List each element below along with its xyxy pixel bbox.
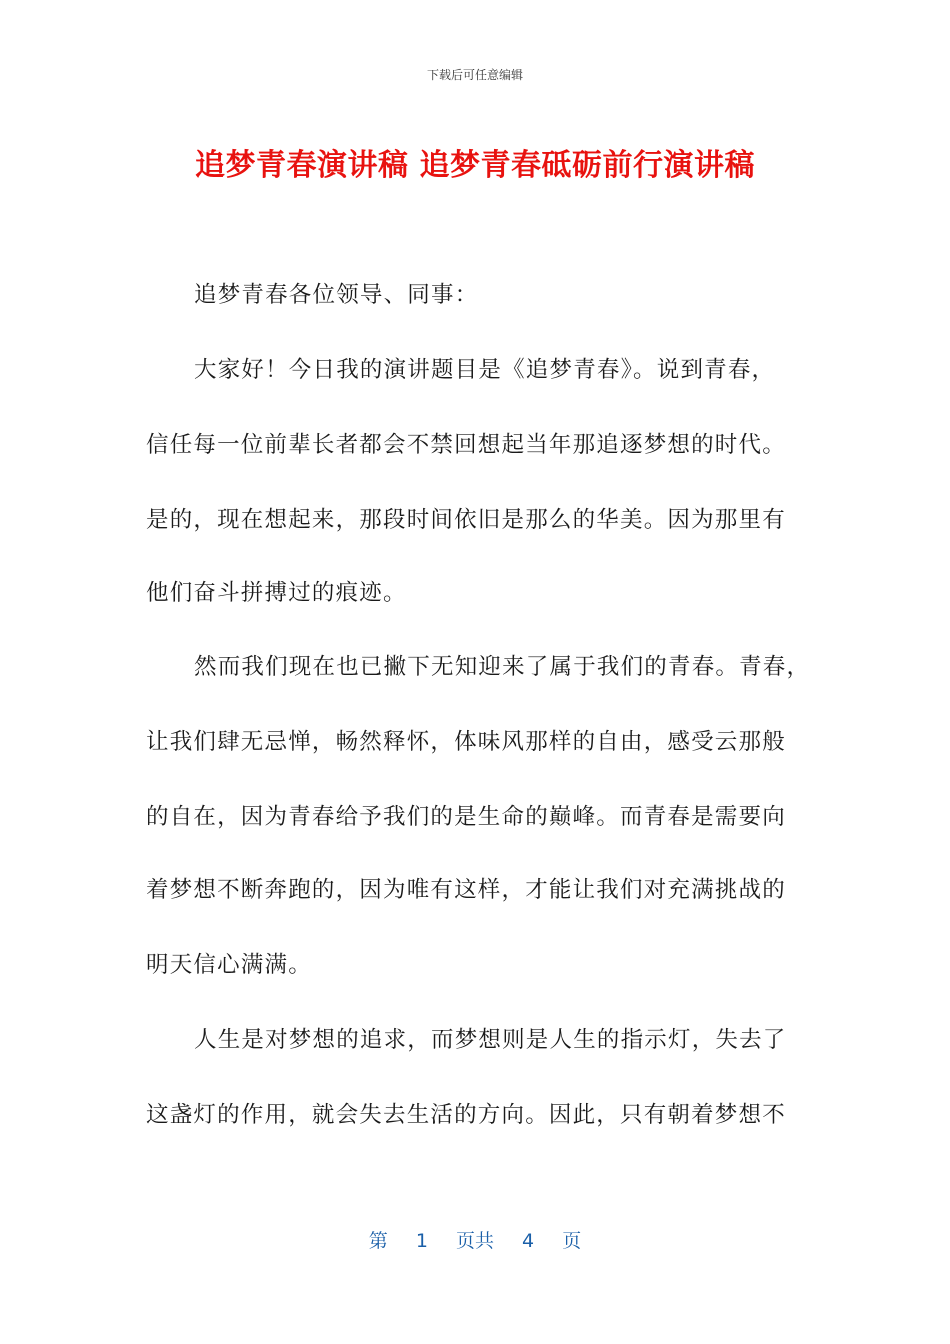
body-line: 他们奋斗拼搏过的痕迹。	[146, 580, 407, 606]
page-label-prefix: 第	[368, 1230, 388, 1252]
body-line: 着梦想不断奔跑的，因为唯有这样，才能让我们对充满挑战的	[146, 877, 786, 903]
page-number-footer	[0, 1226, 950, 1253]
body-line: 追梦青春各位领导、同事：	[194, 282, 479, 308]
body-line: 明天信心满满。	[146, 952, 312, 978]
page-header-note: 下载后可任意编辑	[426, 68, 523, 82]
current-page-number: 1	[415, 1230, 428, 1252]
document-title: 追梦青春演讲稿 追梦青春砥砺前行演讲稿	[195, 148, 755, 183]
body-line: 大家好！今日我的演讲题目是《追梦青春》。说到青春，	[194, 357, 776, 383]
body-line: 让我们肆无忌惮，畅然释怀，体味风那样的自由，感受云那般	[146, 729, 786, 755]
body-line: 的自在，因为青春给予我们的是生命的巅峰。而青春是需要向	[146, 804, 786, 830]
body-line: 是的，现在想起来，那段时间依旧是那么的华美。因为那里有	[146, 507, 786, 533]
total-pages-number: 4	[522, 1230, 535, 1252]
page-label-suffix: 页	[562, 1230, 582, 1252]
body-line: 人生是对梦想的追求，而梦想则是人生的指示灯，失去了	[194, 1027, 787, 1053]
body-line: 信任每一位前辈长者都会不禁回想起当年那追逐梦想的时代。	[146, 432, 786, 458]
page-label-middle: 页共	[455, 1230, 494, 1252]
body-line: 然而我们现在也已撇下无知迎来了属于我们的青春。青春，	[194, 654, 811, 680]
body-line: 这盏灯的作用，就会失去生活的方向。因此，只有朝着梦想不	[146, 1102, 786, 1128]
